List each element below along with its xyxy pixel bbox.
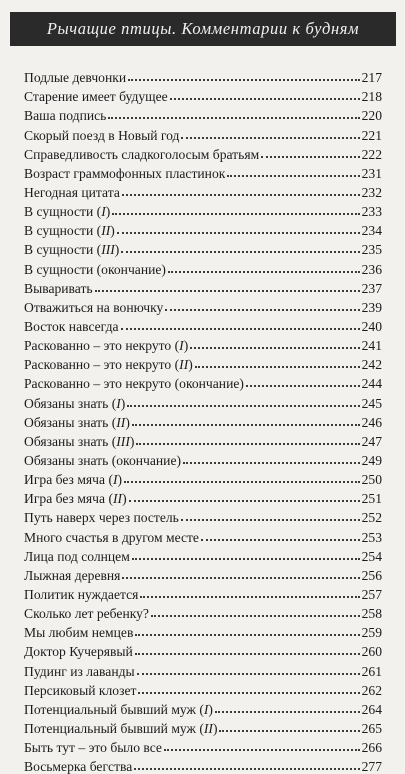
toc-entry (24, 755, 382, 774)
table-of-contents (24, 66, 382, 774)
toc-entry (24, 200, 382, 219)
toc-entry-title-text: Лица под солнцем (24, 548, 130, 564)
dot-leader (121, 251, 359, 253)
toc-entry-title-text: Отважиться на вонючку (24, 299, 164, 315)
toc-entry-title: В сущности (II) (24, 223, 115, 239)
toc-entry (24, 334, 382, 353)
toc-entry-title (24, 300, 163, 315)
toc-entry-part: II (203, 720, 213, 736)
toc-entry-part: II (179, 357, 189, 373)
toc-entry-page: 222 (361, 146, 382, 162)
dot-leader (132, 424, 360, 426)
dot-leader (129, 500, 360, 502)
toc-entry-page: 242 (361, 357, 382, 373)
toc-entry-title: Обязаны знать (II) (24, 414, 130, 430)
toc-entry (24, 698, 382, 717)
toc-entry-title (24, 376, 244, 391)
toc-entry-page: 245 (361, 395, 382, 411)
toc-entry (24, 583, 382, 602)
toc-entry-page: 257 (361, 586, 382, 602)
toc-entry-page: 247 (361, 433, 382, 449)
toc-entry-title: Потенциальный бывший муж (II) (24, 720, 218, 736)
toc-entry-title-text: Раскованно – это некруто (окончание) (24, 376, 244, 392)
toc-entry-title (24, 319, 119, 334)
toc-entry (24, 506, 382, 525)
dot-leader (112, 213, 359, 215)
dot-leader (122, 577, 359, 579)
toc-entry (24, 238, 382, 257)
toc-entry-title (24, 262, 166, 277)
toc-entry (24, 621, 382, 640)
toc-entry-part: I (203, 701, 209, 717)
toc-entry-page: 254 (361, 548, 382, 564)
toc-entry-title (24, 453, 181, 468)
toc-entry-title (24, 587, 138, 602)
toc-entry (24, 143, 382, 162)
toc-entry-title (24, 664, 135, 679)
toc-entry-page: 232 (361, 184, 382, 200)
dot-leader (127, 405, 359, 407)
toc-entry-title (24, 625, 133, 640)
toc-entry-title (24, 510, 179, 525)
toc-entry (24, 219, 382, 238)
dot-leader (195, 366, 360, 368)
toc-entry-page: 251 (361, 491, 382, 507)
dot-leader (136, 443, 359, 445)
toc-entry-page: 221 (361, 127, 382, 143)
toc-entry-title (24, 530, 199, 545)
dot-leader (140, 596, 359, 598)
toc-entry-title: В сущности (I) (24, 204, 111, 220)
toc-entry-title-text: Восток навсегда (24, 318, 119, 334)
toc-entry-page: 266 (361, 740, 382, 756)
toc-entry-part: I (179, 338, 184, 354)
dot-leader (108, 117, 359, 119)
toc-entry-part: I (101, 204, 106, 220)
dot-leader (132, 558, 360, 560)
toc-entry-title-text: Негодная цитата (24, 184, 120, 200)
toc-entry-page: 260 (361, 644, 382, 660)
toc-entry-page: 241 (361, 338, 382, 354)
dot-leader (134, 768, 359, 770)
toc-entry-title: Обязаны знать (I) (24, 395, 126, 411)
toc-entry-title: В сущности (III) (24, 242, 120, 258)
toc-entry-title-text: Обязаны знать (24, 395, 109, 411)
toc-entry-page: 240 (361, 318, 382, 334)
dot-leader (135, 634, 359, 636)
toc-entry (24, 181, 382, 200)
dot-leader (95, 290, 360, 292)
toc-entry (24, 66, 382, 85)
toc-entry-page: 234 (361, 223, 382, 239)
toc-entry-title (24, 185, 120, 200)
toc-entry-title-text: В сущности (окончание) (24, 261, 166, 277)
toc-entry (24, 640, 382, 659)
toc-entry-page: 256 (361, 567, 382, 583)
toc-entry-part: I (116, 395, 121, 411)
dot-leader (181, 519, 360, 521)
toc-entry-title-text: Старение имеет будущее (24, 89, 168, 105)
dot-leader (128, 79, 359, 81)
toc-entry-title (24, 740, 162, 755)
toc-entry-page: 262 (361, 682, 382, 698)
toc-entry (24, 315, 382, 334)
toc-entry-title: Раскованно – это некруто (I) (24, 338, 189, 354)
toc-entry-title (24, 166, 225, 181)
toc-entry (24, 487, 382, 506)
toc-entry (24, 430, 382, 449)
toc-entry-title-text: Восьмерка бегства (24, 759, 133, 774)
dot-leader (164, 749, 360, 751)
dot-leader (124, 481, 360, 483)
toc-entry-page: 236 (361, 261, 382, 277)
toc-entry-page: 258 (361, 606, 382, 622)
toc-entry-title (24, 70, 126, 85)
toc-entry (24, 449, 382, 468)
toc-entry (24, 545, 382, 564)
toc-entry-title (24, 128, 179, 143)
dot-leader (227, 175, 359, 177)
dot-leader (219, 730, 359, 732)
toc-entry-title: Раскованно – это некруто (II) (24, 357, 193, 373)
toc-entry-page: 231 (361, 165, 382, 181)
dot-leader (201, 539, 360, 541)
toc-entry-title (24, 683, 136, 698)
running-header (10, 12, 396, 46)
toc-entry-page: 253 (361, 529, 382, 545)
toc-entry-page: 218 (361, 89, 382, 105)
toc-entry (24, 659, 382, 678)
toc-entry-title (24, 568, 120, 583)
toc-entry-page: 252 (361, 510, 382, 526)
toc-entry-title-text: Возраст граммофонных пластинок (24, 165, 226, 181)
toc-entry (24, 391, 382, 410)
toc-entry (24, 277, 382, 296)
toc-entry-title (24, 108, 106, 123)
toc-entry-title (24, 644, 133, 659)
toc-entry-page: 277 (361, 759, 382, 774)
toc-entry-page: 259 (361, 625, 382, 641)
toc-entry-part: II (116, 414, 126, 430)
toc-entry-part: II (113, 491, 123, 507)
toc-entry-title-text: Игра без мяча (24, 491, 106, 507)
toc-entry-title-text: В сущности (24, 223, 94, 239)
toc-entry-title-text: Подлые девчонки (24, 70, 127, 86)
toc-entry-part: III (116, 433, 130, 449)
toc-entry-title-text: Лыжная деревня (24, 567, 121, 583)
toc-entry-title-text: Быть тут – это было все (24, 740, 162, 756)
toc-entry-page: 246 (361, 414, 382, 430)
dot-leader (138, 692, 359, 694)
toc-entry-title-text: Путь наверх через постель (24, 510, 179, 526)
toc-entry-page: 235 (361, 242, 382, 258)
toc-entry-title-text: Мы любим немцев (24, 625, 134, 641)
toc-entry-page: 261 (361, 663, 382, 679)
toc-entry-page: 249 (361, 452, 382, 468)
dot-leader (170, 98, 360, 100)
toc-entry (24, 162, 382, 181)
toc-entry-title-text: Обязаны знать (24, 414, 109, 430)
toc-entry-title-text: Политик нуждается (24, 586, 139, 602)
toc-entry-part: I (113, 472, 118, 488)
toc-entry-title: Потенциальный бывший муж (I) (24, 701, 213, 717)
toc-entry-title (24, 549, 130, 564)
toc-entry-title (24, 281, 93, 296)
dot-leader (261, 156, 359, 158)
toc-entry-title (24, 89, 168, 104)
dot-leader (165, 309, 359, 311)
dot-leader (215, 711, 360, 713)
toc-entry (24, 679, 382, 698)
toc-entry (24, 602, 382, 621)
toc-entry (24, 85, 382, 104)
toc-entry-title-text: Скорый поезд в Новый год (24, 127, 180, 143)
toc-entry-page: 265 (361, 720, 382, 736)
toc-entry (24, 525, 382, 544)
toc-entry (24, 104, 382, 123)
dot-leader (137, 673, 360, 675)
dot-leader (122, 194, 360, 196)
toc-entry-page: 244 (361, 376, 382, 392)
toc-entry (24, 564, 382, 583)
toc-entry-title-text: Ваша подпись (24, 108, 107, 124)
dot-leader (121, 328, 360, 330)
toc-entry-title-text: Персиковый клозет (24, 682, 137, 698)
dot-leader (181, 137, 359, 139)
toc-entry (24, 353, 382, 372)
toc-entry-title-text: Раскованно – это некруто (24, 357, 172, 373)
dot-leader (183, 462, 360, 464)
toc-entry (24, 123, 382, 142)
toc-entry-page: 250 (361, 472, 382, 488)
dot-leader (246, 385, 360, 387)
toc-entry-title-text: Обязаны знать (24, 433, 109, 449)
toc-entry-page: 239 (361, 299, 382, 315)
dot-leader (190, 347, 359, 349)
toc-entry-title-text: Пудинг из лаванды (24, 663, 135, 679)
toc-entry-title-text: Сколько лет ребенку? (24, 606, 149, 622)
toc-entry-title: Игра без мяча (I) (24, 472, 123, 488)
toc-entry-part: III (101, 242, 115, 258)
toc-entry (24, 468, 382, 487)
toc-entry-title-text: Потенциальный бывший муж (24, 701, 196, 717)
toc-entry-title-text: Вываривать (24, 280, 93, 296)
toc-entry-title: Обязаны знать (III) (24, 433, 135, 449)
dot-leader (117, 232, 360, 234)
toc-entry-title-text: Потенциальный бывший муж (24, 720, 196, 736)
dot-leader (151, 615, 360, 617)
toc-entry-page: 233 (361, 204, 382, 220)
toc-entry-title-text: Обязаны знать (окончание) (24, 452, 182, 468)
toc-entry-page: 217 (361, 70, 382, 86)
toc-entry-page: 237 (361, 280, 382, 296)
toc-entry-title-text: Много счастья в другом месте (24, 529, 199, 545)
toc-entry-title (24, 606, 149, 621)
toc-entry (24, 372, 382, 391)
dot-leader (168, 271, 360, 273)
toc-entry (24, 257, 382, 276)
toc-entry-part: II (101, 223, 111, 239)
toc-entry-title-text: В сущности (24, 204, 94, 220)
toc-entry-title (24, 147, 259, 162)
toc-entry-title (24, 759, 132, 774)
toc-entry-page: 264 (361, 701, 382, 717)
toc-entry (24, 736, 382, 755)
dot-leader (135, 653, 360, 655)
toc-entry-title-text: Справедливость сладкоголосым братьям (24, 146, 260, 162)
toc-entry-title-text: В сущности (24, 242, 94, 258)
toc-entry-title-text: Доктор Кучерявый (24, 644, 133, 660)
toc-entry-page: 220 (361, 108, 382, 124)
toc-entry-title: Игра без мяча (II) (24, 491, 127, 507)
running-header-title: Рычащие птицы. Комментарии к будням (46, 19, 360, 38)
toc-entry-title-text: Игра без мяча (24, 472, 106, 488)
toc-entry (24, 411, 382, 430)
toc-entry-title-text: Раскованно – это некруто (24, 338, 172, 354)
toc-entry (24, 296, 382, 315)
toc-entry (24, 717, 382, 736)
